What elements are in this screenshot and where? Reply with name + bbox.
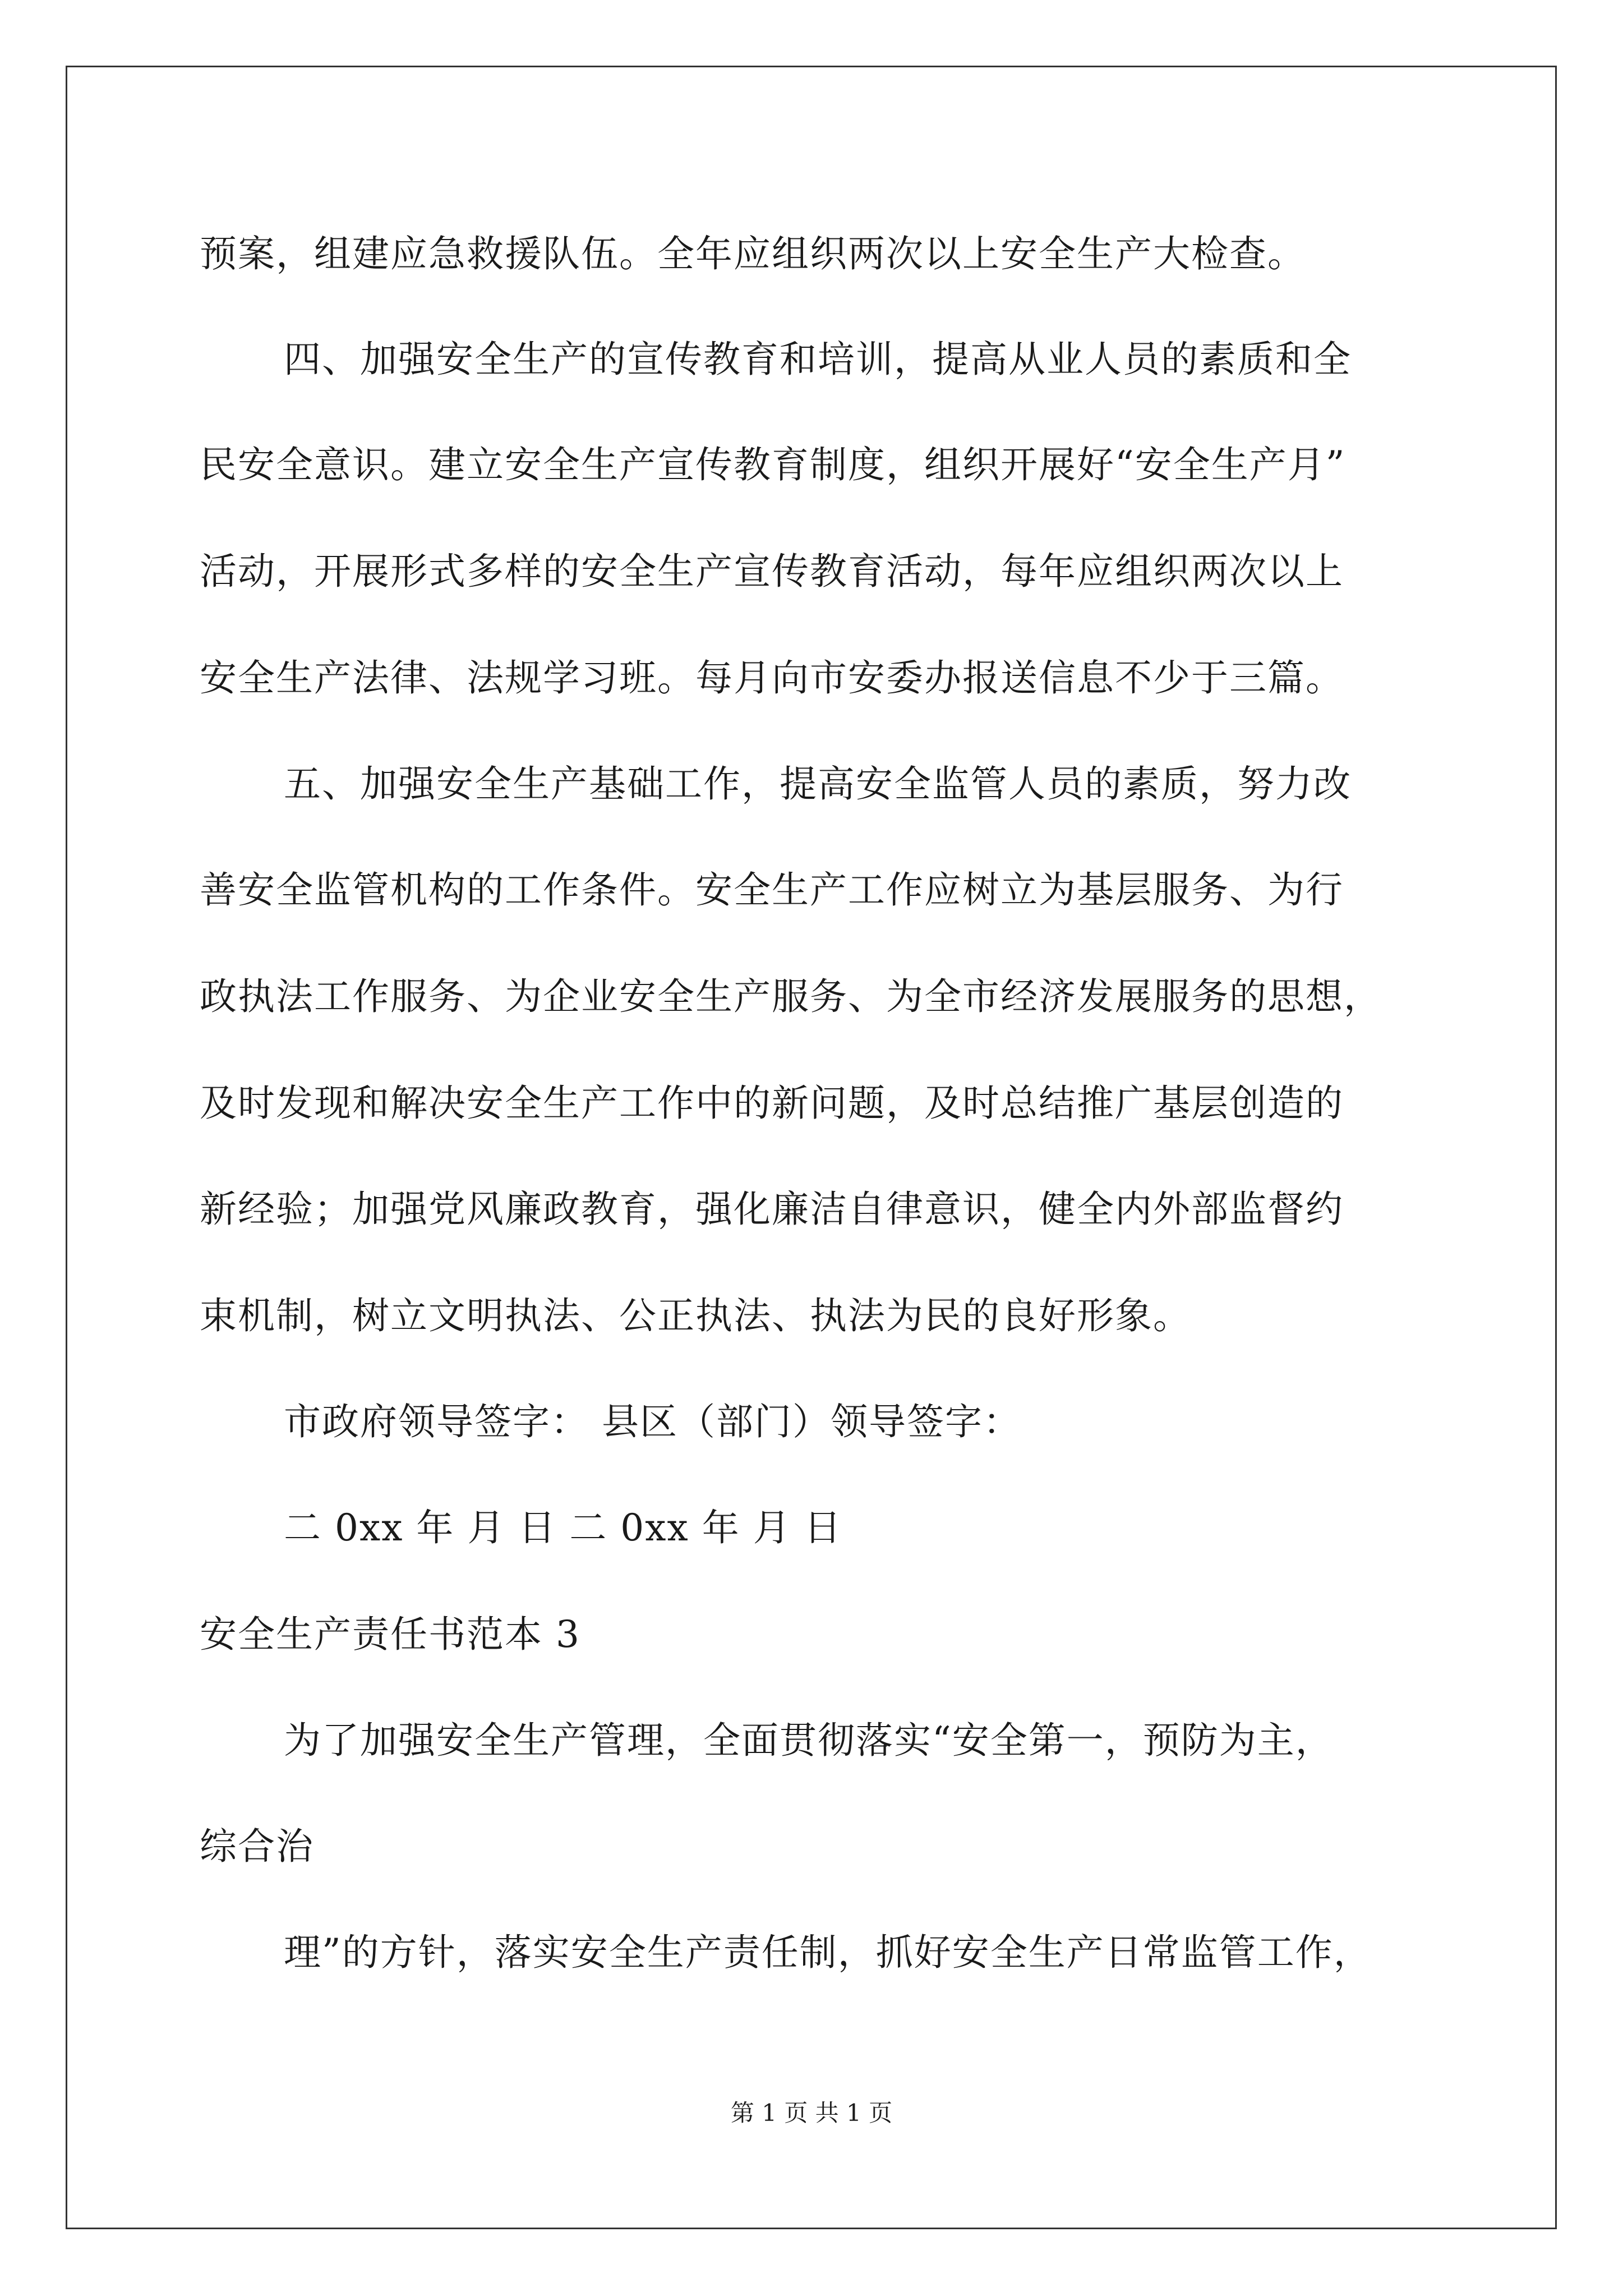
text-line: 为了加强安全生产管理，全面贯彻落实“安全第一，预防为主， xyxy=(284,1719,1334,1762)
date-line: 二 0xx 年 月 日 二 0xx 年 月 日 xyxy=(284,1506,842,1549)
section-title: 安全生产责任书范本 3 xyxy=(200,1613,580,1656)
signature-line: 市政府领导签字： 县区（部门）领导签字： xyxy=(284,1400,1021,1443)
text-line: 政执法工作服务、为企业安全生产服务、为全市经济发展服务的思想， xyxy=(200,975,1382,1018)
text-line: 四、加强安全生产的宣传教育和培训，提高从业人员的素质和全 xyxy=(284,338,1352,381)
text-line: 及时发现和解决安全生产工作中的新问题，及时总结推广基层创造的 xyxy=(200,1082,1344,1125)
page-border xyxy=(66,66,1557,2229)
text-line: 束机制，树立文明执法、公正执法、执法为民的良好形象。 xyxy=(200,1294,1191,1337)
text-line: 预案，组建应急救援队伍。全年应组织两次以上安全生产大检查。 xyxy=(200,232,1306,275)
text-line: 活动，开展形式多样的安全生产宣传教育活动，每年应组织两次以上 xyxy=(200,550,1344,593)
text-line: 理”的方针，落实安全生产责任制，抓好安全生产日常监管工作， xyxy=(284,1931,1372,1974)
text-line: 五、加强安全生产基础工作，提高安全监管人员的素质，努力改 xyxy=(284,762,1352,806)
text-line: 民安全意识。建立安全生产宣传教育制度，组织开展好“安全生产月” xyxy=(200,443,1346,486)
page-footer: 第 1 页 共 1 页 xyxy=(730,2099,893,2127)
text-line: 安全生产法律、法规学习班。每月向市安委办报送信息不少于三篇。 xyxy=(200,656,1344,700)
text-line: 新经验；加强党风廉政教育，强化廉洁自律意识，健全内外部监督约 xyxy=(200,1188,1344,1231)
text-line: 综合治 xyxy=(200,1825,314,1868)
text-line: 善安全监管机构的工作条件。安全生产工作应树立为基层服务、为行 xyxy=(200,868,1344,912)
